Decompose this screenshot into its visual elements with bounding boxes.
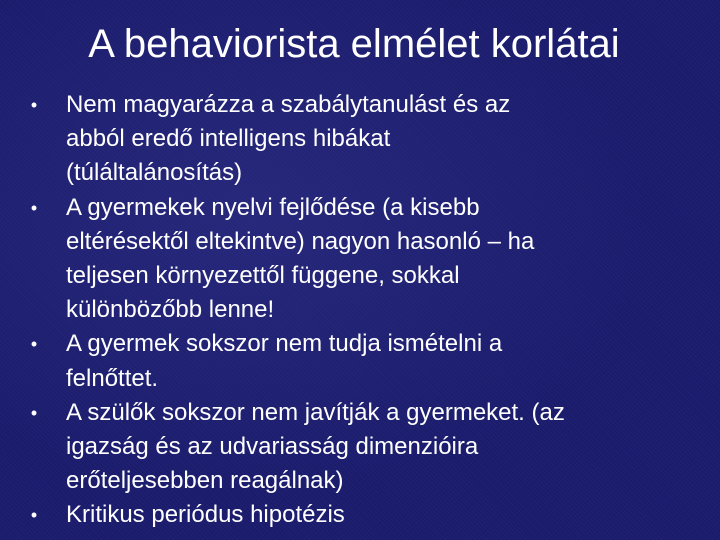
bullet-item	[24, 88, 704, 191]
bullet-line: Kritikus periódus hipotézis	[66, 501, 345, 529]
bullet-list	[24, 88, 704, 533]
bullet-line: különbözőbb lenne!	[66, 296, 275, 324]
bullet-item	[24, 191, 704, 328]
bullet-line: Nem magyarázza a szabálytanulást és az	[66, 91, 511, 118]
bullet-dot-icon: •	[30, 197, 38, 218]
bullet-line: teljesen környezettől függene, sokkal	[66, 262, 460, 290]
bullet-line: A gyermek sokszor nem tudja ismételni a	[66, 330, 503, 358]
bullet-dot-icon: •	[30, 402, 38, 423]
bullet-line: eltérésektől eltekintve) nagyon hasonló – ha	[66, 227, 535, 255]
bullet-line: igazság és az udvariasság dimenzióira	[66, 433, 479, 461]
bullet-dot-icon: •	[30, 95, 38, 115]
bullet-dot-icon: •	[30, 505, 38, 526]
bullet-line: abból eredő intelligens hibákat	[66, 125, 391, 153]
bullet-line: erőteljesebben reagálnak)	[66, 467, 344, 495]
bullet-line: A gyermekek nyelvi fejlődése (a kisebb	[66, 193, 480, 221]
slide-title: A behaviorista elmélet korlátai	[88, 22, 620, 66]
bullet-line: (túláltalánosítás)	[66, 159, 243, 187]
bullet-line: felnőttet.	[66, 364, 159, 392]
bullet-item	[24, 327, 704, 395]
bullet-item	[24, 396, 704, 499]
bullet-item	[24, 498, 704, 532]
bullet-dot-icon: •	[30, 334, 38, 355]
bullet-line: A szülők sokszor nem javítják a gyermeket. (az	[66, 398, 565, 426]
